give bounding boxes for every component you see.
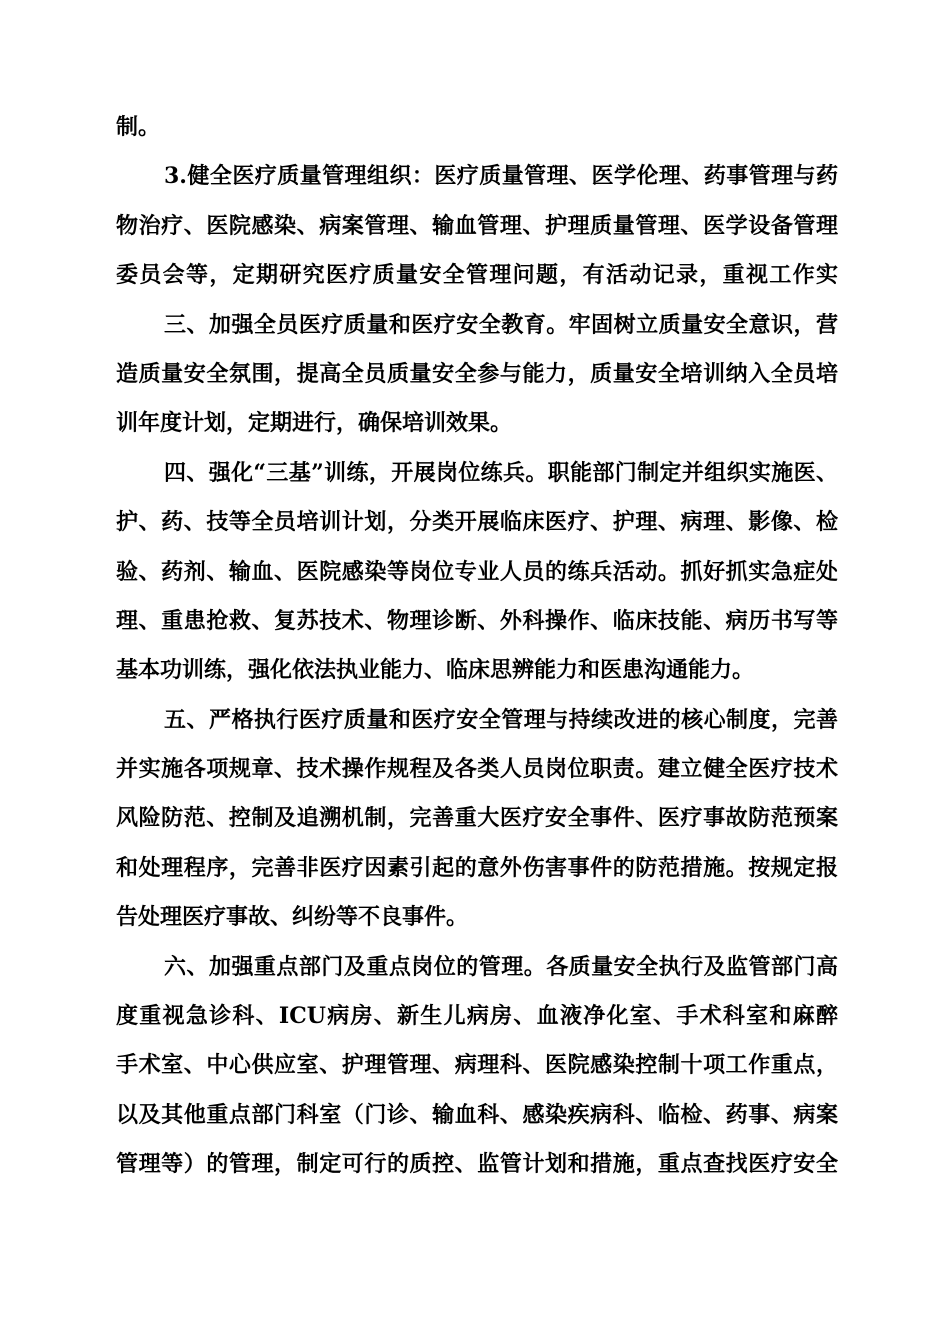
text-line: 四、强化“三基”训练，开展岗位练兵。职能部门制定并组织实施医、 xyxy=(164,459,838,486)
text-line: 和处理程序，完善非医疗因素引起的意外伤害事件的防范措施。按规定报 xyxy=(116,854,838,881)
text-line: 三、加强全员医疗质量和医疗安全教育。牢固树立质量安全意识，营 xyxy=(164,311,838,338)
document-body xyxy=(116,103,838,1190)
text-line: 五、严格执行医疗质量和医疗安全管理与持续改进的核心制度，完善 xyxy=(164,706,838,733)
text-line: 理、重患抢救、复苏技术、物理诊断、外科操作、临床技能、病历书写等 xyxy=(116,607,838,634)
text-line: 六、加强重点部门及重点岗位的管理。各质量安全执行及监管部门高 xyxy=(164,953,838,980)
text-line: 造质量安全氛围，提高全员质量安全参与能力，质量安全培训纳入全员培 xyxy=(116,360,838,387)
text-line: 委员会等，定期研究医疗质量安全管理问题，有活动记录，重视工作实 xyxy=(116,262,838,289)
text-line: 基本功训练，强化依法执业能力、临床思辨能力和医患沟通能力。 xyxy=(116,657,755,684)
text-line: 验、药剂、输血、医院感染等岗位专业人员的练兵活动。抓好抓实急症处 xyxy=(116,558,838,585)
text-line: 管理等）的管理，制定可行的质控、监管计划和措施，重点查找医疗安全 xyxy=(116,1151,838,1178)
text-line: 度重视急诊科、ICU病房、新生儿病房、血液净化室、手术科室和麻醉 xyxy=(116,1003,838,1030)
text-line: 制。 xyxy=(116,114,161,140)
text-line: 并实施各项规章、技术操作规程及各类人员岗位职责。建立健全医疗技术 xyxy=(116,756,838,783)
text-line: 护、药、技等全员培训计划，分类开展临床医疗、护理、病理、影像、检 xyxy=(116,509,838,536)
text-line: 物治疗、医院感染、病案管理、输血管理、护理质量管理、医学设备管理 xyxy=(116,212,838,239)
text-line: 以及其他重点部门科室（门诊、输血科、感染疾病科、临检、药事、病案 xyxy=(116,1101,838,1128)
text-line: 训年度计划，定期进行，确保培训效果。 xyxy=(116,410,513,437)
text-line: 3.健全医疗质量管理组织：医疗质量管理、医学伦理、药事管理与药 xyxy=(164,163,838,190)
text-line: 手术室、中心供应室、护理管理、病理科、医院感染控制十项工作重点， xyxy=(116,1052,838,1079)
text-line: 风险防范、控制及追溯机制，完善重大医疗安全事件、医疗事故防范预案 xyxy=(116,805,838,832)
text-line: 告处理医疗事故、纠纷等不良事件。 xyxy=(116,904,469,931)
